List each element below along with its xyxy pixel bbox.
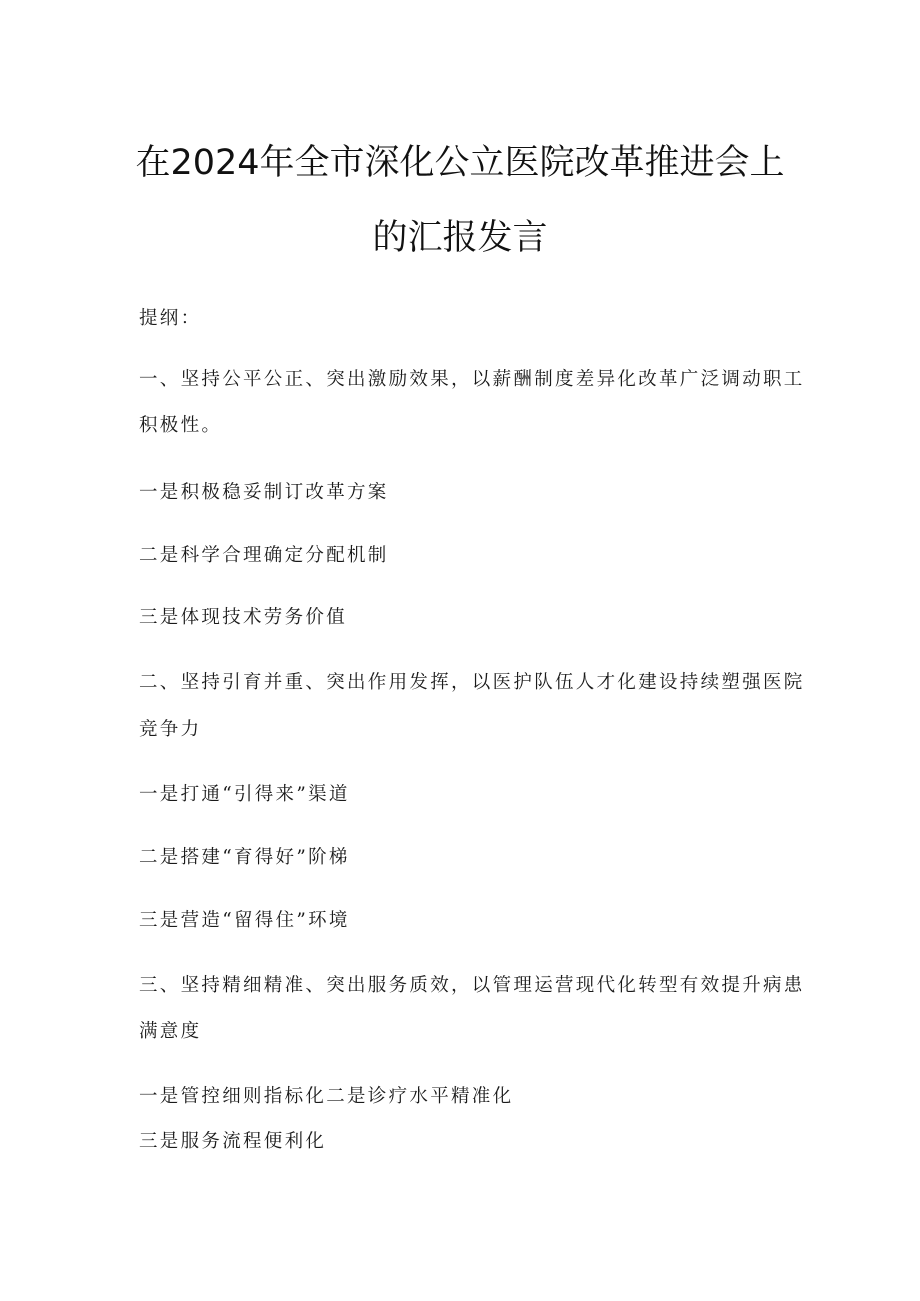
section-1-item-2: 二是科学合理确定分配机制 xyxy=(139,545,389,566)
section-3-heading-line-2: 满意度 xyxy=(139,1021,202,1042)
section-1-item-1: 一是积极稳妥制订改革方案 xyxy=(139,482,389,503)
section-2-heading-line-1: 二、坚持引育并重、突出作用发挥，以医护队伍人才化建设持续塑强医院 xyxy=(139,672,805,693)
section-3-heading-line-1: 三、坚持精细精准、突出服务质效，以管理运营现代化转型有效提升病患 xyxy=(139,975,805,996)
section-1-item-3: 三是体现技术劳务价值 xyxy=(139,607,348,628)
section-2-heading-line-2: 竞争力 xyxy=(139,719,202,740)
document-title-line-2: 的汇报发言 xyxy=(372,218,548,258)
section-3-item-1: 一是管控细则指标化二是诊疗水平精准化 xyxy=(139,1086,514,1107)
section-2-item-2: 二是搭建“育得好”阶梯 xyxy=(139,847,350,868)
section-3-item-2: 三是服务流程便利化 xyxy=(139,1131,327,1152)
section-1-heading-line-2: 积极性。 xyxy=(139,415,223,436)
document-title-line-1: 在2024年全市深化公立医院改革推进会上 xyxy=(135,143,785,183)
section-2-item-1: 一是打通“引得来”渠道 xyxy=(139,784,350,805)
section-1-heading-line-1: 一、坚持公平公正、突出激励效果，以薪酬制度差异化改革广泛调动职工 xyxy=(139,369,805,390)
outline-label: 提纲： xyxy=(139,308,202,329)
section-2-item-3: 三是营造“留得住”环境 xyxy=(139,910,350,931)
